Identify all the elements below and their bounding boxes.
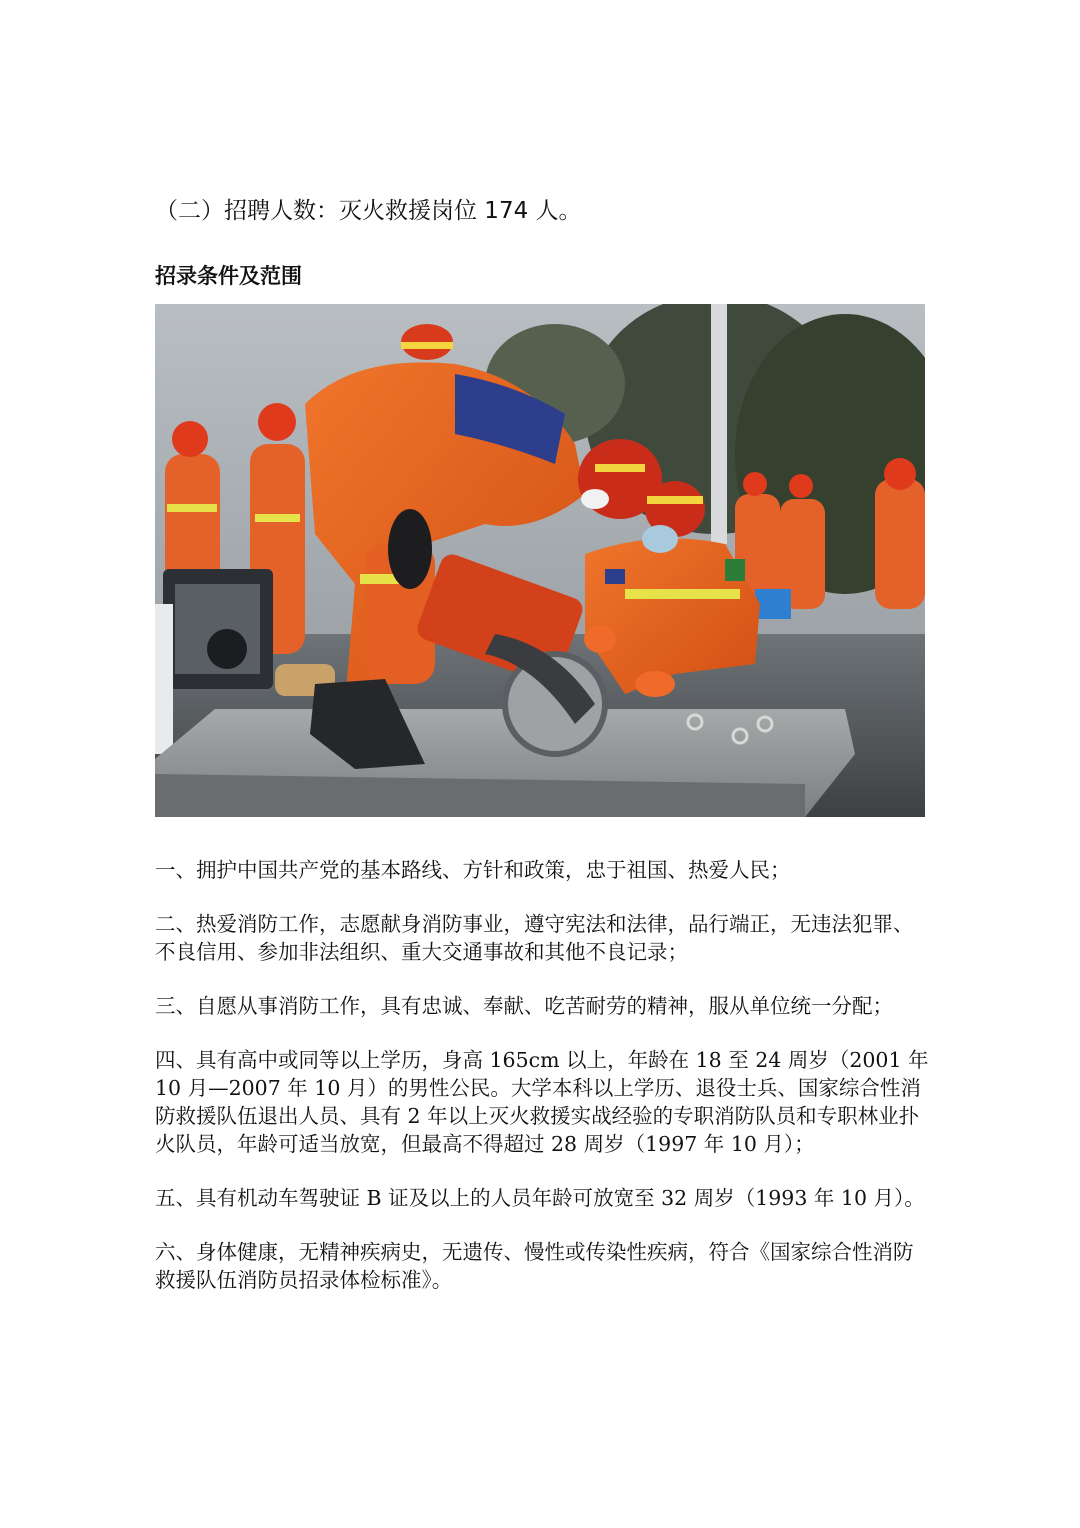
condition-1: 一、拥护中国共产党的基本路线、方针和政策，忠于祖国、热爱人民； <box>155 858 791 882</box>
condition-6: 六、身体健康，无精神疾病史，无遗传、慢性或传染性疾病，符合《国家综合性消防救援队伍消防员招录体检标准》。 <box>155 1240 914 1292</box>
condition-4: 四、具有高中或同等以上学历，身高 165cm 以上，年龄在 18 至 24 周岁（2001 年 10 月—2007 年 10 月）的男性公民。大学本科以上学历、退役士兵、国家综合性消防救援队伍退出人员、具有 2 年以上灭火救援实战经验的专职消防队员和专职林业扑火队员，年龄可适当放宽，但最高不得超过 28 周岁（1997 年 10 月）； <box>155 1048 929 1156</box>
section-title: 招录条件及范围 <box>155 263 302 288</box>
condition-5: 五、具有机动车驾驶证 B 证及以上的人员年龄可放宽至 32 周岁（1993 年 10 月）。 <box>155 1186 925 1210</box>
firefighters-training-photo <box>155 304 925 817</box>
condition-3: 三、自愿从事消防工作，具有忠诚、奉献、吃苦耐劳的精神，服从单位统一分配； <box>155 994 893 1018</box>
recruitment-count-heading: （二）招聘人数：灭火救援岗位 174 人。 <box>155 198 582 224</box>
condition-2: 二、热爱消防工作，志愿献身消防事业，遵守宪法和法律，品行端正，无违法犯罪、不良信用、参加非法组织、重大交通事故和其他不良记录； <box>155 912 914 964</box>
photo-illustration <box>155 304 925 817</box>
